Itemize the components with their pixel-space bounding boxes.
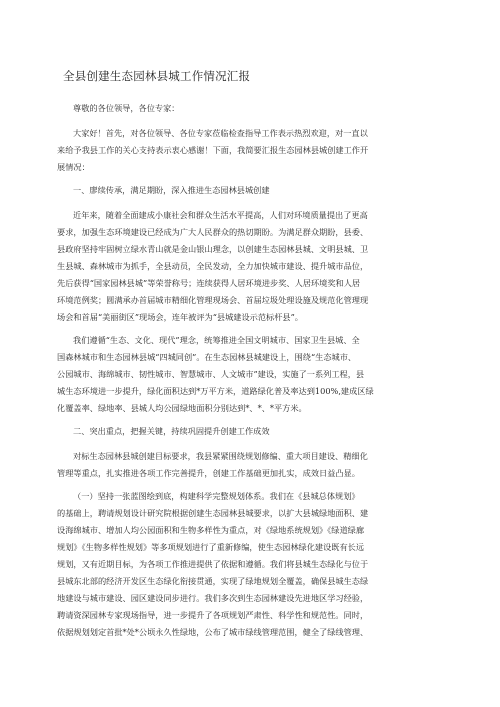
text-line: 规划，又有近期目标，为各项工作推进提供了依据和遵循。我们将县城生态绿化与位于: [57, 559, 369, 569]
text-line: （一）坚持一张蓝图绘到底，构建科学完整规划体系。我们在《县城总体规划》: [73, 491, 360, 501]
text-line: 聘请资深园林专家现场指导，进一步提升了各项规划严肃性、科学性和规范性。同时，: [57, 610, 369, 620]
paragraph-philosophy: [57, 332, 443, 417]
text-line: 的基础上，聘请规划设计研究院根据创建生态园林县城要求，以扩大县城绿地面积、建: [57, 508, 369, 518]
document-title: 全县创建生态园林县城工作情况汇报: [63, 69, 251, 83]
section-heading-1: 一、廖续传承，满足期盼，深入推进生态园林县城创建: [73, 185, 270, 195]
text-line: 先后获得“国家园林县城”等荣誉称号；连续获得人居环境进步奖、人居环境奖和人居: [57, 278, 361, 288]
text-line: 对标生态园林县城创建目标要求，我县紧紧围绕规划修编、重大项目建设、精细化: [73, 451, 368, 461]
paragraph-targets: [57, 448, 443, 482]
text-line: 展情况：: [57, 162, 90, 172]
paragraph-intro: [57, 125, 443, 176]
paragraph-background: [57, 207, 443, 326]
text-line: 近年来，随着全面建成小康社会和群众生活水平提高，人们对环境质量提出了更高: [73, 210, 368, 220]
section-heading-2: 二、突出重点，把握关键，持续巩固提升创建工作成效: [73, 426, 270, 436]
text-line: 管理等重点，扎实推进各项工作完善提升，创建工作基础更加扎实，成效日益凸显。: [57, 468, 360, 478]
text-line: 县城东北部的经济开发区生态绿化衔接贯通，实现了绿地规划全覆盖，确保县城生态绿: [57, 576, 369, 586]
text-line: 规划》《生物多样性规划》等多项规划进行了重新修编，使生态园林绿化建设既有长远: [57, 542, 365, 552]
text-line: 设海绵城市、增加人均公园面积和生物多样性为重点，对《绿地系统规划》《绿道绿廊: [57, 525, 365, 535]
text-line: 要求，加强生态环境建设已经成为广大人民群众的热切期盼。为满足群众期盼，县委、: [57, 227, 369, 237]
text-line: 县政府坚持牢固树立绿水青山就是金山银山理念，以创建生态园林县城、文明县城、卫: [57, 244, 369, 254]
greeting: 尊敬的各位领导，各位专家：: [73, 103, 180, 113]
text-line: 场会和首届“美丽街区”现场会，连年被评为“县城建设示范标杆县”。: [57, 312, 303, 322]
paragraph-planning: [57, 488, 443, 641]
text-line: 依据规划划定首批*处*公顷永久性绿地，公布了城市绿线管理范围，健全了绿线管理、: [57, 627, 369, 637]
text-line: 环境范例奖；圆满承办首届城市精细化管理现场会、首届垃圾处理设施及规范化管理现: [57, 295, 369, 305]
text-line: 城生态环境进一步提升，绿化面积达到*万平方米，道路绿化普及率达到100%,建成区绿: [57, 386, 374, 396]
text-line: 化覆盖率、绿地率、县城人均公园绿地面积分别达到*、*、*平方米。: [57, 403, 307, 413]
text-line: 生县城、森林城市为抓手，全县动员，全民发动，全力加快城市建设、提升城市品位，: [57, 261, 369, 271]
text-line: 公园城市、海绵城市、韧性城市、智慧城市、人文城市”建设，实施了一系列工程，县: [57, 369, 365, 379]
text-line: 大家好！首先，对各位领导、各位专家莅临检查指导工作表示热烈欢迎，对一直以: [73, 128, 368, 138]
text-line: 国森林城市和生态园林县城“四城同创”。在生态园林县城建设上，围绕“生态城市、: [57, 352, 357, 362]
text-line: 来给予我县工作的关心支持表示衷心感谢！下面，我简要汇报生态园林县城创建工作开: [57, 145, 369, 155]
text-line: 我们遵循“生态、文化、现代”理念，统筹推进全国文明城市、国家卫生县城、全: [73, 335, 360, 345]
text-line: 地建设与城市建设、园区建设同步进行。我们多次到生态园林建设先进地区学习经验，: [57, 593, 369, 603]
